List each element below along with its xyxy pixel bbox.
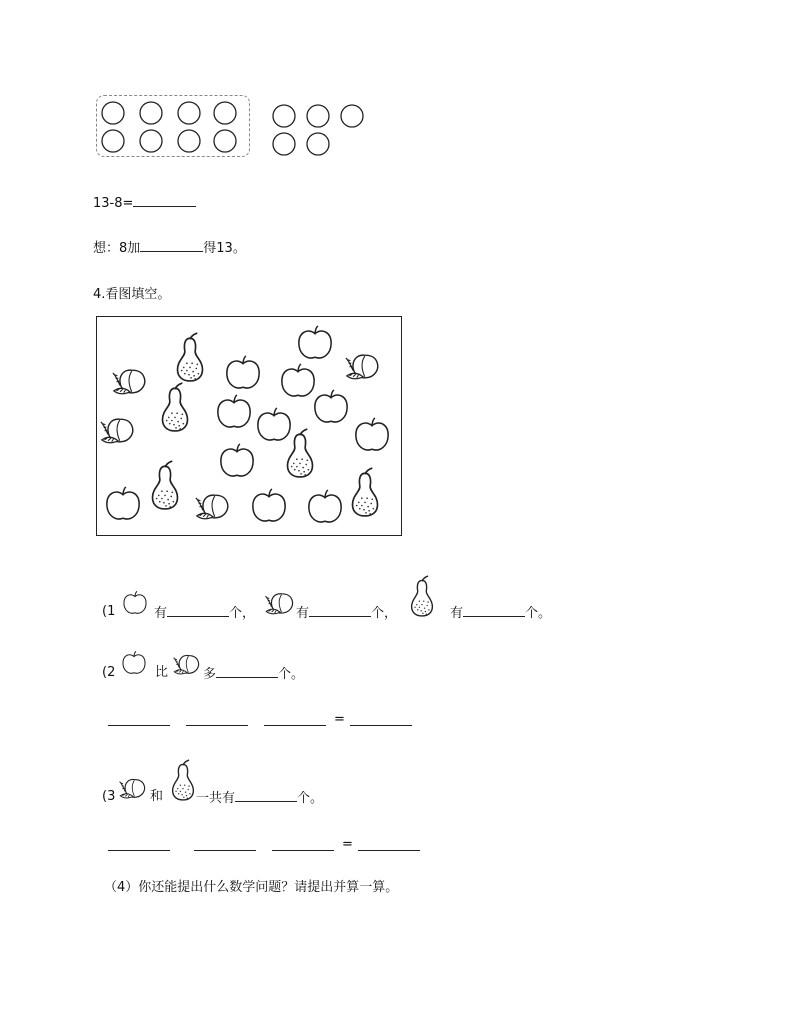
apple-icon xyxy=(315,390,347,422)
peach-icon xyxy=(118,776,148,800)
subtraction-expression: 13-8= xyxy=(93,196,134,211)
part-3-number: (3 xyxy=(102,789,116,804)
pear-icon xyxy=(353,468,378,516)
part-1-line xyxy=(102,604,115,620)
answer-blank[interactable] xyxy=(235,789,297,802)
peach-icon xyxy=(172,652,202,676)
answer-blank[interactable] xyxy=(309,604,371,617)
apple-icon xyxy=(221,444,253,476)
equals-sign: = xyxy=(342,837,353,852)
pear-icon xyxy=(153,461,178,509)
unit-label: 个。 xyxy=(525,606,552,621)
peach-icon xyxy=(101,419,133,443)
apple-icon xyxy=(299,326,331,358)
apple-icon xyxy=(107,487,139,519)
equation-blank[interactable] xyxy=(272,838,334,851)
peach-icon xyxy=(346,355,378,379)
answer-blank[interactable] xyxy=(463,604,525,617)
think-suffix: 得13。 xyxy=(203,241,246,256)
unit-label: 个。 xyxy=(278,667,305,682)
apple-icon xyxy=(356,418,388,450)
part-1-number: (1 xyxy=(102,604,116,619)
more-label: 多 xyxy=(203,667,217,682)
compare-label: 比 xyxy=(155,665,169,680)
answer-blank[interactable] xyxy=(216,665,278,678)
apple-icon xyxy=(120,650,150,676)
question-4-title: 4.看图填空。 xyxy=(93,287,171,302)
part-2-line xyxy=(102,665,115,681)
answer-blank[interactable] xyxy=(167,604,229,617)
part-3-equation xyxy=(108,838,428,854)
apple-icon xyxy=(218,395,250,427)
total-label: 一共有 xyxy=(196,791,236,806)
peach-icon xyxy=(264,590,296,616)
apple-icon xyxy=(120,590,152,616)
part-4-question: （4）你还能提出什么数学问题？请提出并算一算。 xyxy=(104,880,399,895)
unit-label: 个。 xyxy=(297,791,324,806)
have-label: 有 xyxy=(154,606,168,621)
peach-icon xyxy=(196,495,228,519)
peach-icon xyxy=(113,370,145,394)
apple-icon xyxy=(309,490,341,522)
part-3-line xyxy=(102,789,115,805)
apple-icon xyxy=(227,356,259,388)
equation-blank[interactable] xyxy=(264,713,326,726)
equation-blank[interactable] xyxy=(108,713,170,726)
think-prefix: 想：8加 xyxy=(93,241,141,256)
have-label: 有 xyxy=(296,606,310,621)
apple-icon xyxy=(253,489,285,521)
part-2-number: (2 xyxy=(102,665,116,680)
pear-icon xyxy=(170,759,196,801)
apple-icon xyxy=(258,408,290,440)
unit-label: 个， xyxy=(371,606,398,621)
pear-icon xyxy=(178,333,203,381)
apple-icon xyxy=(282,364,314,396)
pear-icon xyxy=(163,383,188,431)
and-label: 和 xyxy=(150,789,164,804)
pear-icon xyxy=(288,429,313,477)
equation-blank[interactable] xyxy=(108,838,170,851)
equals-sign: = xyxy=(334,712,345,727)
pear-icon xyxy=(409,575,435,617)
have-label: 有 xyxy=(450,606,464,621)
part-2-equation xyxy=(108,713,418,729)
equation-blank[interactable] xyxy=(358,838,420,851)
equation-blank[interactable] xyxy=(350,713,412,726)
unit-label: 个， xyxy=(229,606,256,621)
equation-blank[interactable] xyxy=(186,713,248,726)
equation-blank[interactable] xyxy=(194,838,256,851)
